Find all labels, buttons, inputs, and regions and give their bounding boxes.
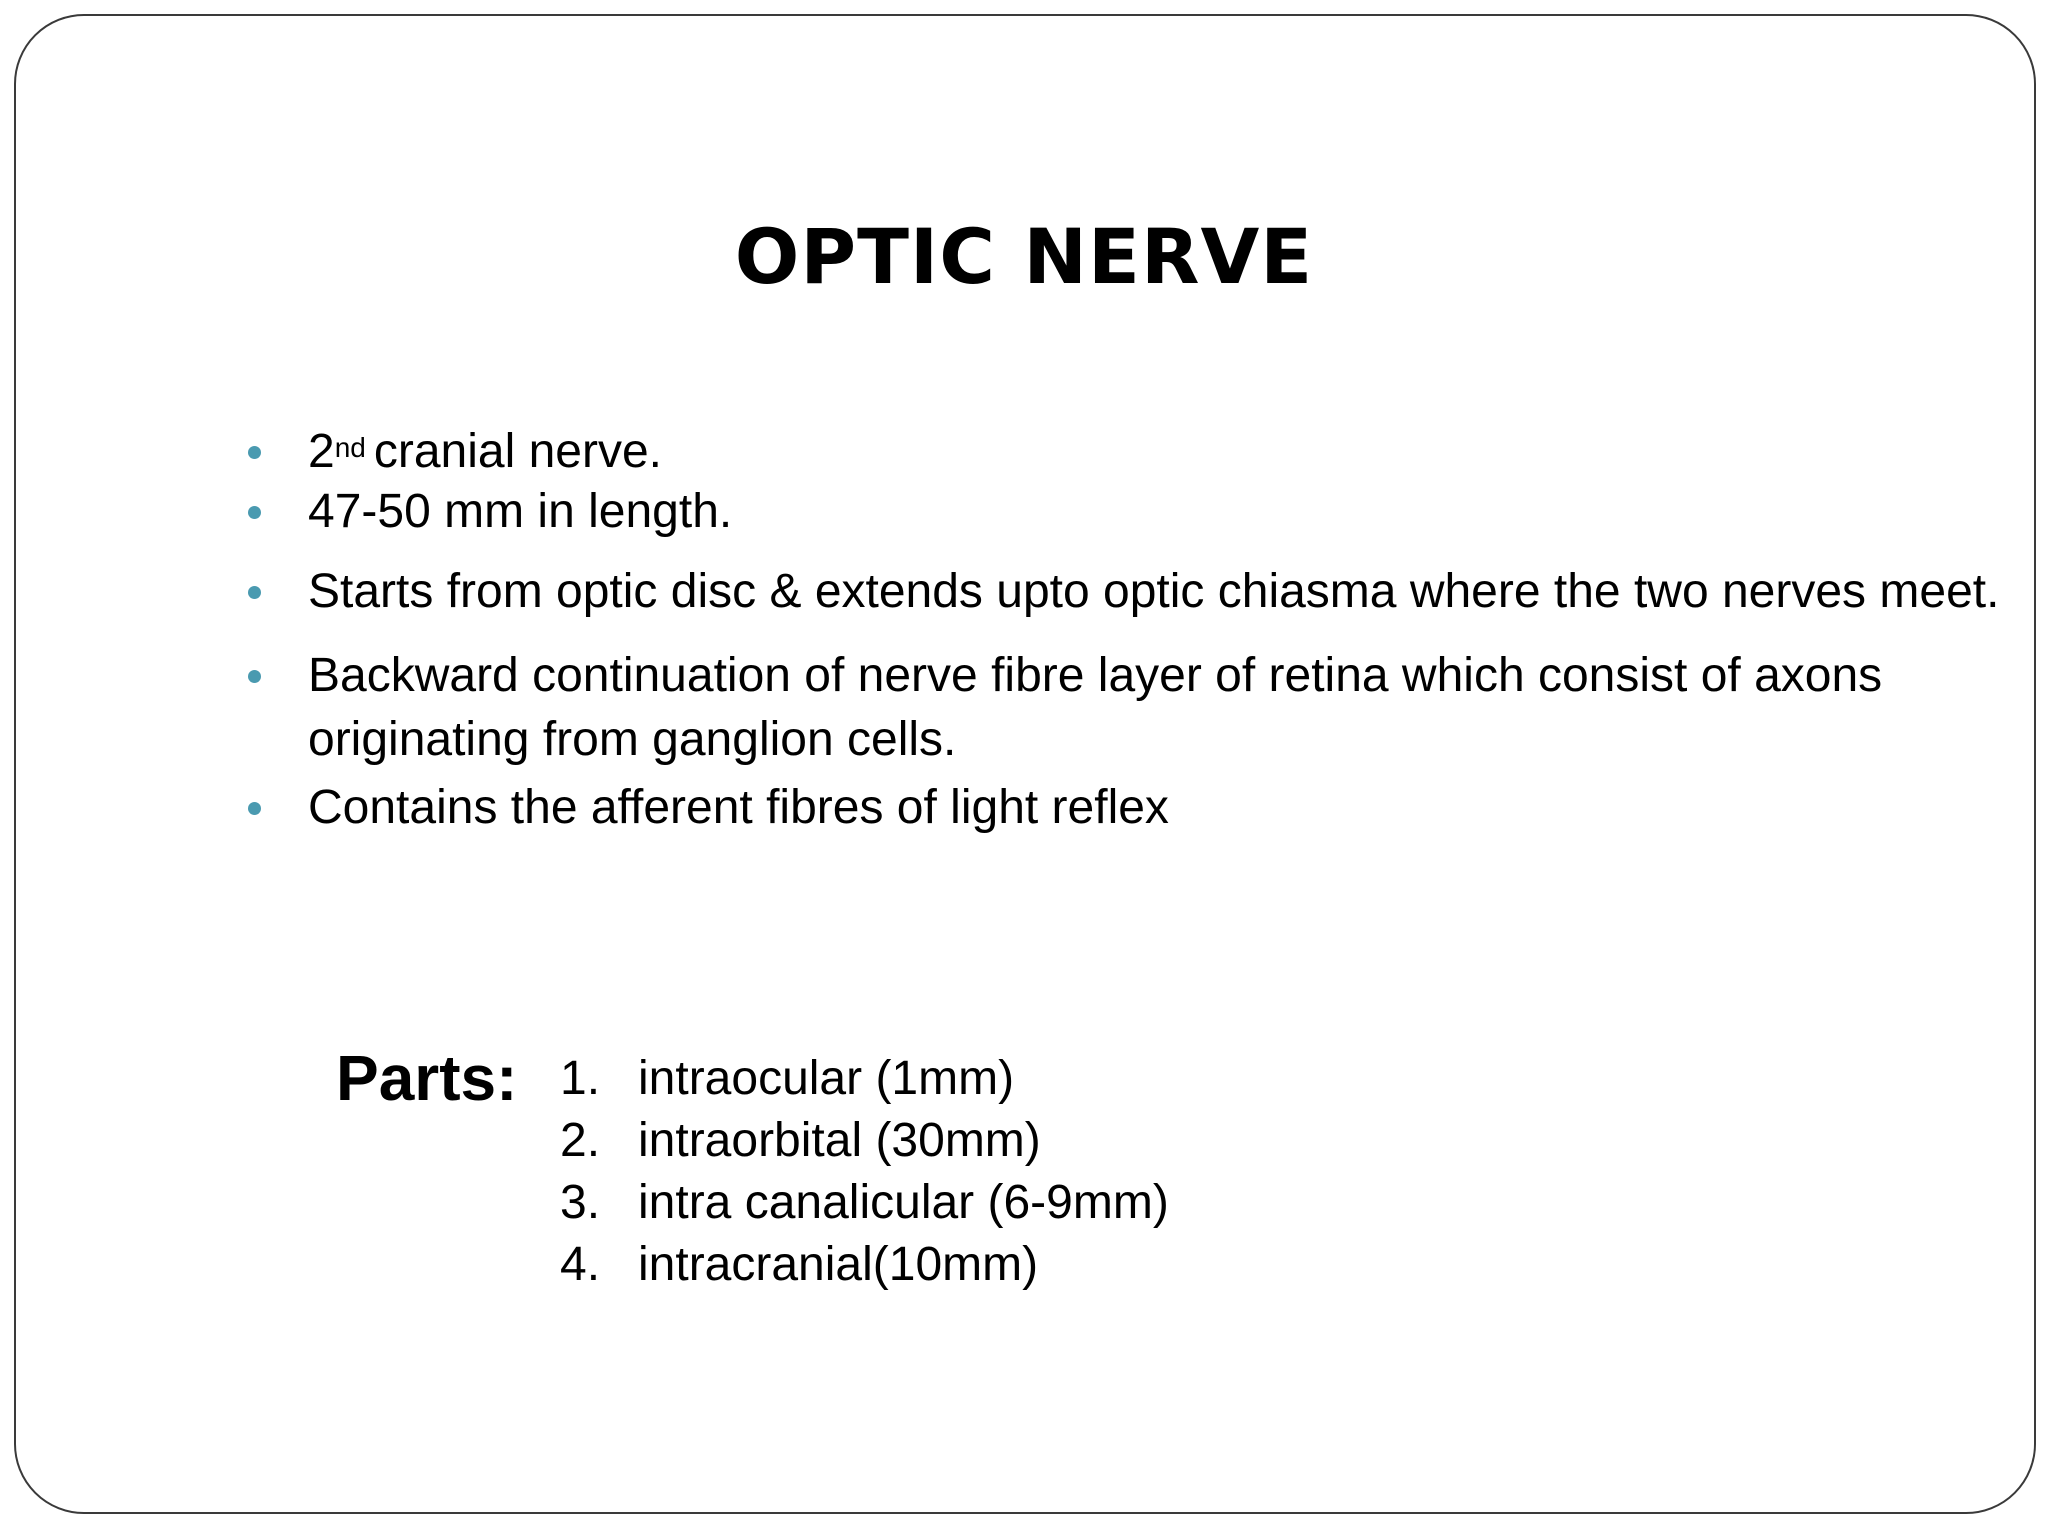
bullet-list	[244, 420, 2004, 840]
bullet-dot-icon	[248, 802, 261, 815]
part-text: intraorbital (30mm)	[638, 1114, 1041, 1167]
bullet-dot-icon	[248, 586, 261, 599]
part-item	[560, 1234, 1169, 1296]
part-number: 3.	[560, 1176, 601, 1229]
part-text: intracranial(10mm)	[638, 1238, 1039, 1291]
slide-title: OPTIC NERVE	[734, 212, 1314, 301]
part-number: 4.	[560, 1238, 601, 1291]
bullet-text: Starts from optic disc & extends upto optic chiasma where the two nerves meet.	[308, 565, 2000, 618]
bullet-text-number: 2	[308, 425, 335, 478]
bullet-text-superscript: nd	[334, 432, 366, 463]
bullet-dot-icon	[248, 446, 261, 459]
bullet-item	[244, 644, 2004, 772]
bullet-text: cranial nerve.	[373, 425, 662, 478]
bullet-text: Backward continuation of nerve fibre layer of retina which consist of axons originating from ganglion cells.	[308, 649, 1883, 766]
part-number: 1.	[560, 1052, 601, 1105]
parts-label: Parts:	[336, 1042, 518, 1114]
bullet-dot-icon	[248, 506, 261, 519]
part-text: intraocular (1mm)	[638, 1052, 1015, 1105]
bullet-item	[244, 776, 2004, 840]
bullet-item	[244, 420, 2004, 484]
bullet-item	[244, 480, 2004, 544]
parts-list	[560, 1048, 1169, 1296]
bullet-dot-icon	[248, 670, 261, 683]
bullet-text: Contains the afferent fibres of light reflex	[308, 781, 1169, 834]
part-number: 2.	[560, 1114, 601, 1167]
part-text: intra canalicular (6-9mm)	[638, 1176, 1169, 1229]
part-item	[560, 1110, 1169, 1172]
bullet-item	[244, 560, 2004, 624]
part-item	[560, 1172, 1169, 1234]
bullet-text: 47-50 mm in length.	[308, 485, 733, 538]
part-item	[560, 1048, 1169, 1110]
